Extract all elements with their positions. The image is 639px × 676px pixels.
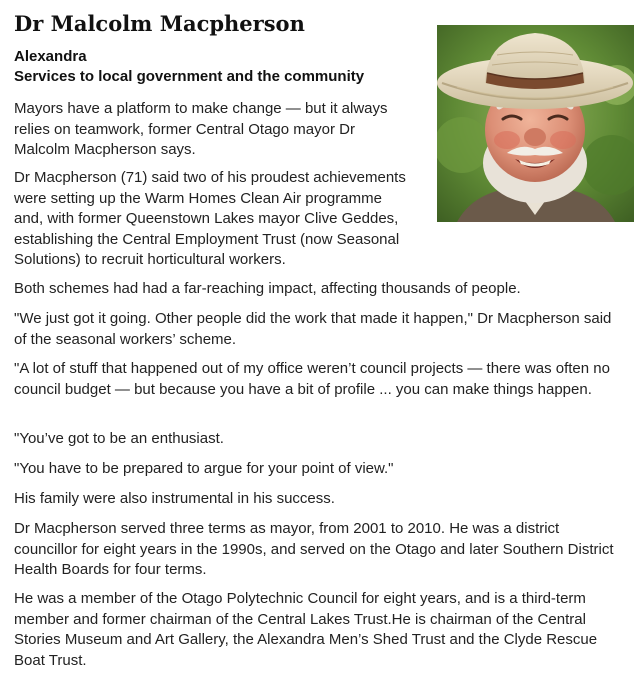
paragraph-quote-argue: "You have to be prepared to argue for your point of view." [14,460,394,477]
location-label: Alexandra [14,48,87,65]
honour-label: Services to local government and the community [14,68,365,85]
paragraph-intro: Mayors have a platform to make change — but it always relies on teamwork, former Central Otago mayor Dr Malcolm Macpherson says. [14,100,388,158]
paragraph-quote-got-going: "We just got it going. Other people did the work that made it happen," Dr Macpherson said of the seasonal workers’ scheme. [14,310,612,348]
paragraph-quote-office: "A lot of stuff that happened out of my office weren’t council projects — there was often no council budget — but because you have a bit of profile ... you can make things happen. [14,360,610,398]
paragraph-achievements: Dr Macpherson (71) said two of his proudest achievements were setting up the Warm Homes Clean Air programme and, with former Queenstown Lakes mayor Clive Geddes, establishing the Central Employment Trust (now Seasonal Solutions) to recruit horticultural workers. [14,169,406,268]
paragraph-terms: Dr Macpherson served three terms as mayor, from 2001 to 2010. He was a district councillor for eight years in the 1990s, and served on the Otago and later Southern District Health Boards for four terms. [14,520,614,578]
paragraph-quote-enthusiast: "You’ve got to be an enthusiast. [14,430,224,447]
paragraph-trusts: He was a member of the Otago Polytechnic Council for eight years, and is a third-term member and former chairman of the Central Lakes Trust.He is chairman of the Central Stories Museum and Art Gallery, the Alexandra Men’s Shed Trust and the Clyde Rescue Boat Trust. [14,590,598,669]
article-title: Dr Malcolm Macpherson [14,11,305,36]
paragraph-family: His family were also instrumental in his success. [14,490,335,507]
paragraph-schemes: Both schemes had had a far-reaching impact, affecting thousands of people. [14,280,521,297]
portrait-photo [437,25,634,222]
